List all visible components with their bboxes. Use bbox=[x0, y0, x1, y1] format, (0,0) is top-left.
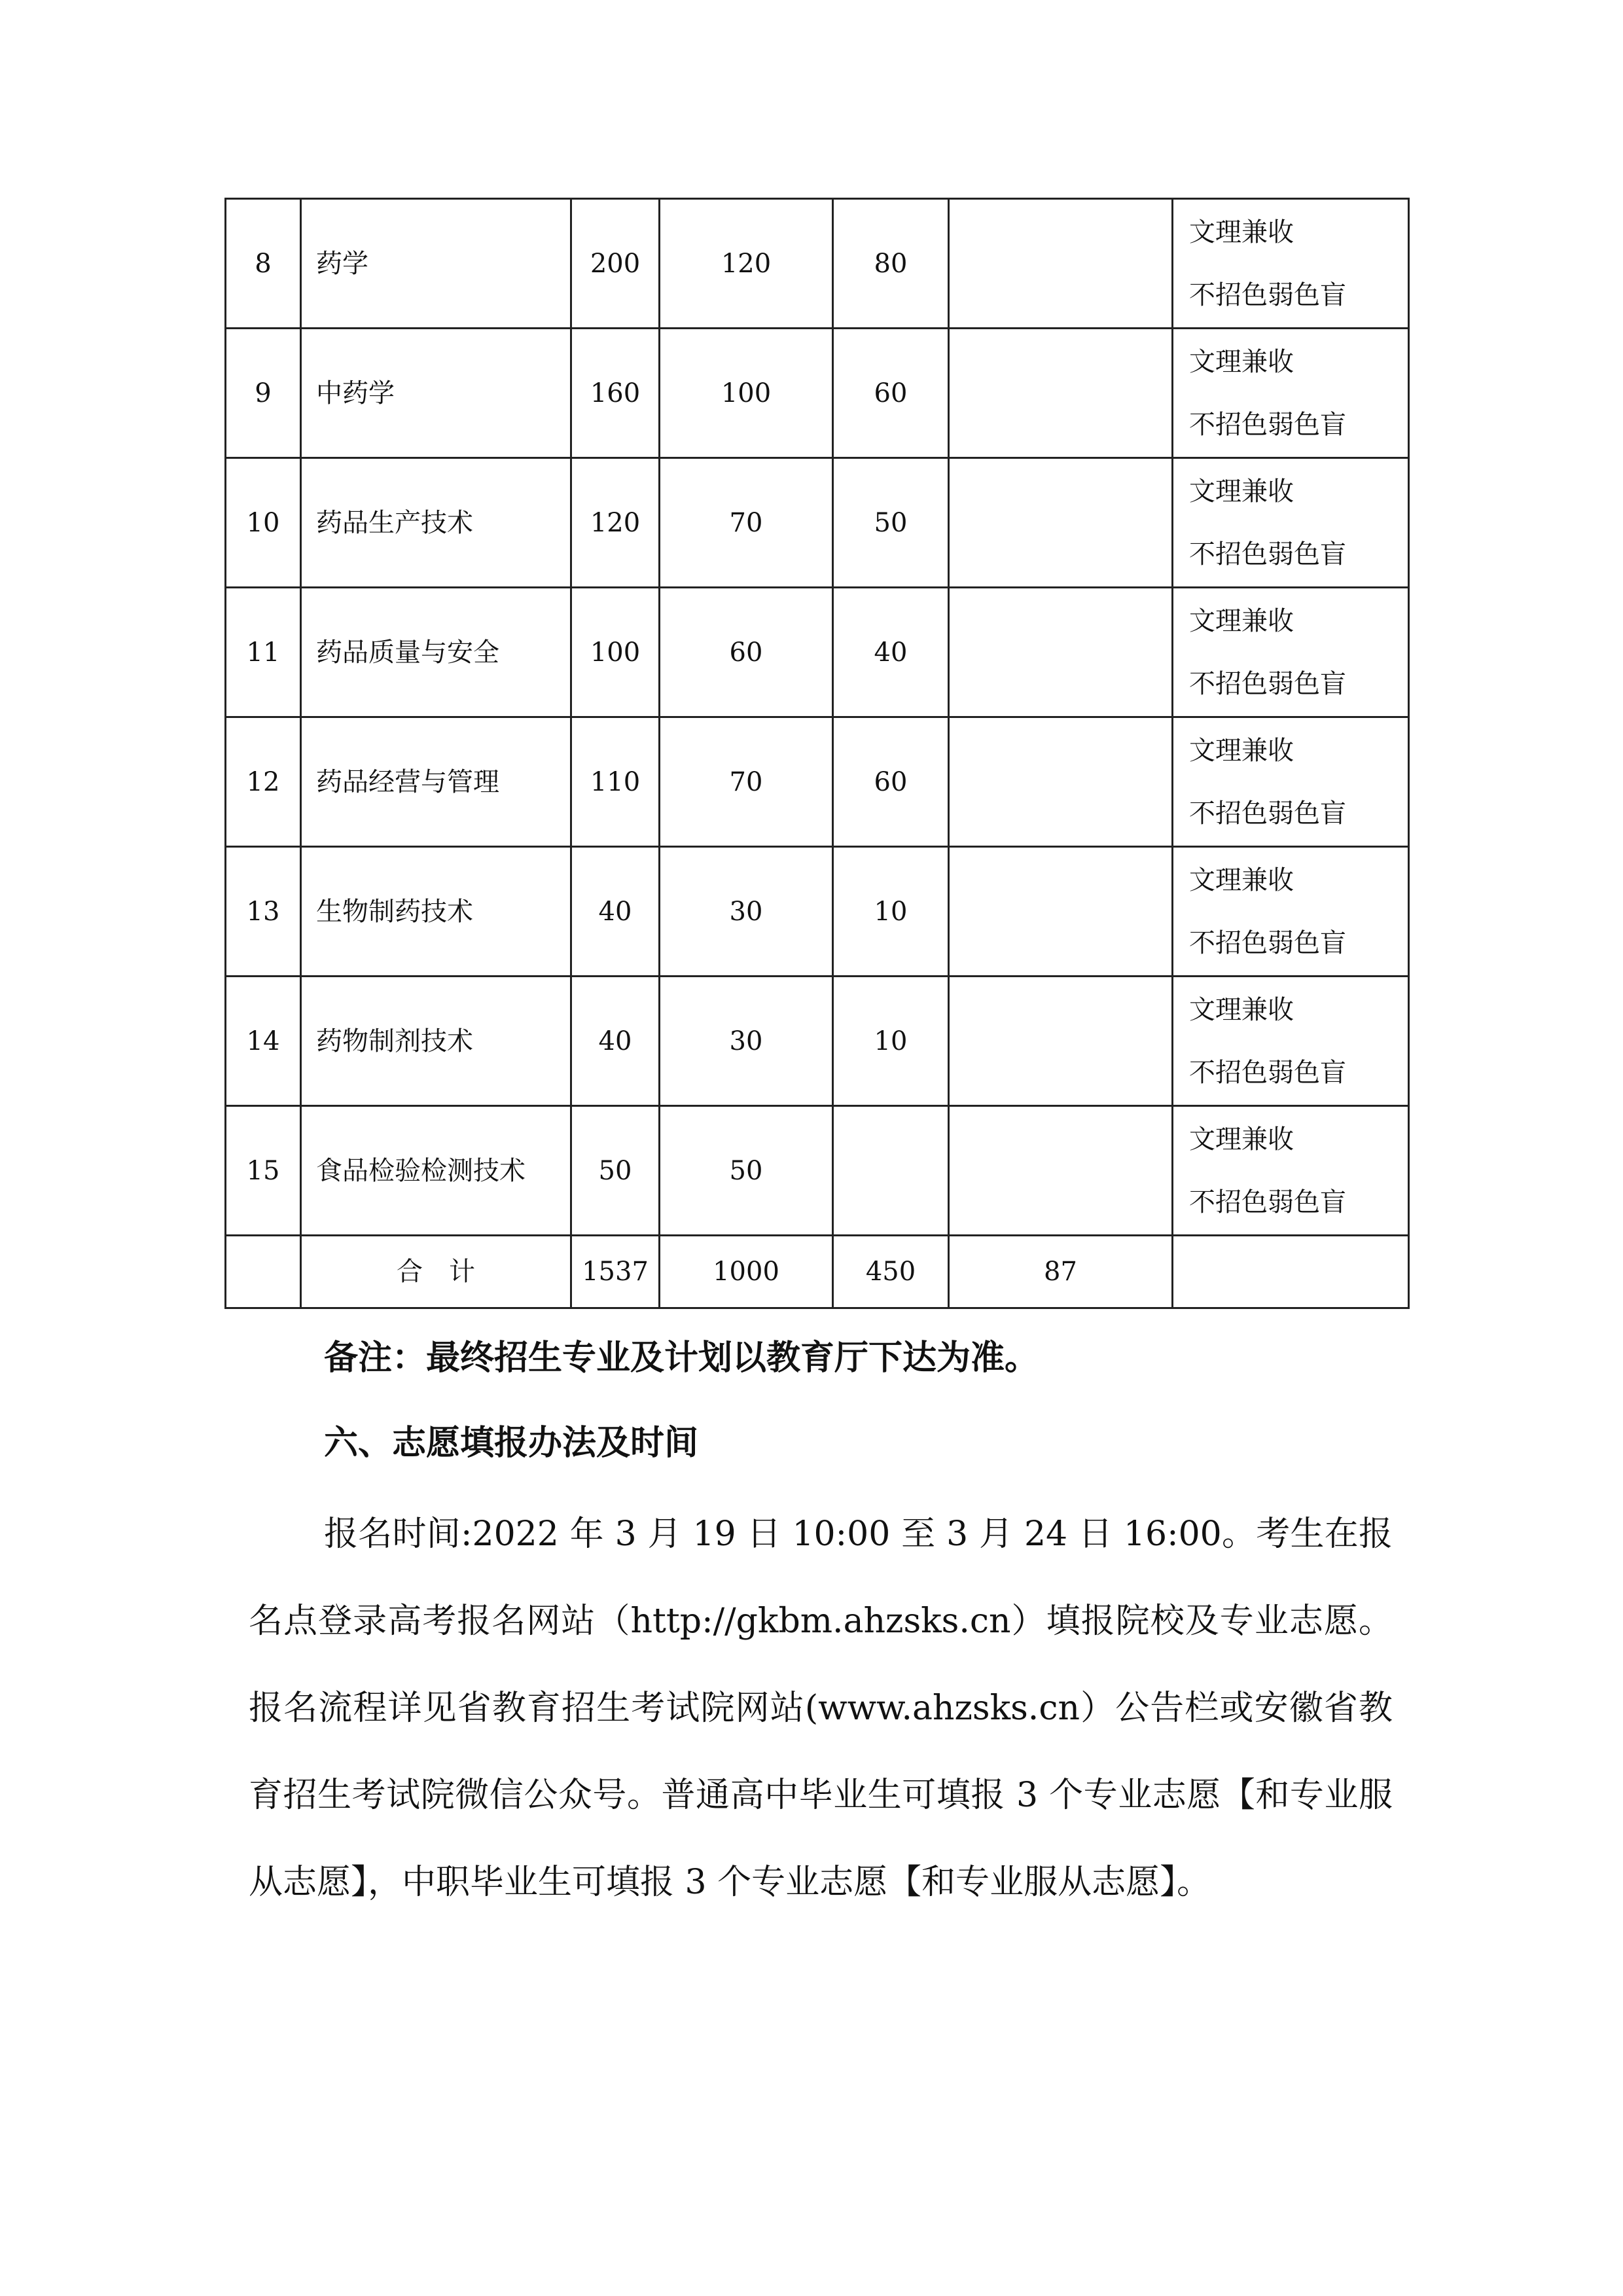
row-number-cell: 13 bbox=[226, 847, 301, 977]
row-number-cell: 11 bbox=[226, 588, 301, 717]
total-plan-cell: 100 bbox=[571, 588, 660, 717]
remark-line: 不招色弱色盲 bbox=[1189, 279, 1346, 310]
remark-line: 不招色弱色盲 bbox=[1189, 1187, 1346, 1217]
remark-line: 不招色弱色盲 bbox=[1189, 798, 1346, 829]
remark-line: 文理兼收 bbox=[1189, 865, 1294, 895]
row-number-cell: 10 bbox=[226, 458, 301, 588]
table-row bbox=[226, 588, 1409, 717]
major-name-cell: 药品质量与安全 bbox=[301, 588, 571, 717]
total-plan-cell: 120 bbox=[571, 458, 660, 588]
plan-col3-cell: 30 bbox=[660, 847, 833, 977]
row-number-cell: 14 bbox=[226, 977, 301, 1106]
summary-empty-cell bbox=[226, 1236, 301, 1308]
total-plan-cell: 200 bbox=[571, 199, 660, 329]
major-name-cell: 中药学 bbox=[301, 329, 571, 458]
remark-line: 不招色弱色盲 bbox=[1189, 668, 1346, 699]
summary-note-cell bbox=[1173, 1236, 1409, 1308]
remark-cell bbox=[1173, 588, 1409, 717]
major-name-cell: 生物制药技术 bbox=[301, 847, 571, 977]
row-number-cell: 12 bbox=[226, 717, 301, 847]
plan-col5-cell bbox=[949, 977, 1173, 1106]
plan-col5-cell bbox=[949, 329, 1173, 458]
remark-cell bbox=[1173, 847, 1409, 977]
remark-cell bbox=[1173, 1106, 1409, 1236]
summary-row bbox=[226, 1236, 1409, 1308]
row-number-cell: 9 bbox=[226, 329, 301, 458]
plan-col3-cell: 50 bbox=[660, 1106, 833, 1236]
total-plan-cell: 160 bbox=[571, 329, 660, 458]
remark-line: 不招色弱色盲 bbox=[1189, 539, 1346, 569]
plan-col4-cell: 10 bbox=[833, 847, 949, 977]
summary-col4-cell: 450 bbox=[833, 1236, 949, 1308]
remark-line: 文理兼收 bbox=[1189, 346, 1294, 377]
total-plan-cell: 40 bbox=[571, 977, 660, 1106]
plan-col3-cell: 60 bbox=[660, 588, 833, 717]
total-plan-cell: 50 bbox=[571, 1106, 660, 1236]
plan-col4-cell: 80 bbox=[833, 199, 949, 329]
table-row bbox=[226, 977, 1409, 1106]
plan-col3-cell: 70 bbox=[660, 458, 833, 588]
plan-col3-cell: 100 bbox=[660, 329, 833, 458]
major-name-cell: 药品经营与管理 bbox=[301, 717, 571, 847]
plan-col5-cell bbox=[949, 199, 1173, 329]
plan-col3-cell: 70 bbox=[660, 717, 833, 847]
major-name-cell: 药品生产技术 bbox=[301, 458, 571, 588]
plan-col4-cell: 10 bbox=[833, 977, 949, 1106]
row-number-cell: 8 bbox=[226, 199, 301, 329]
remark-cell bbox=[1173, 977, 1409, 1106]
body-paragraph: 报名时间:2022 年 3 月 19 日 10:00 至 3 月 24 日 16:00。考生在报名点登录高考报名网站（http://gkbm.ahzsks.cn）填报院校及专业志愿。报名流程详见省教育招生考试院网站(www.ahzsks.cn）公告栏或安徽省教育招生考试院微信公众号。普通高中毕业生可填报 3 个专业志愿【和专业服从志愿】，中职毕业生可填报 3 个专业志愿【和专业服从志愿】。 bbox=[249, 1515, 1393, 1902]
major-name-cell: 食品检验检测技术 bbox=[301, 1106, 571, 1236]
remark-cell bbox=[1173, 199, 1409, 329]
remark-line: 文理兼收 bbox=[1189, 605, 1294, 636]
plan-col5-cell bbox=[949, 717, 1173, 847]
enrollment-plan-table bbox=[224, 198, 1410, 1309]
plan-col5-cell bbox=[949, 1106, 1173, 1236]
plan-col5-cell bbox=[949, 588, 1173, 717]
total-plan-cell: 40 bbox=[571, 847, 660, 977]
remark-line: 不招色弱色盲 bbox=[1189, 409, 1346, 440]
major-name-cell: 药物制剂技术 bbox=[301, 977, 571, 1106]
summary-col5-cell: 87 bbox=[949, 1236, 1173, 1308]
plan-col5-cell bbox=[949, 458, 1173, 588]
table-row bbox=[226, 717, 1409, 847]
remark-line: 文理兼收 bbox=[1189, 994, 1294, 1025]
remark-line: 文理兼收 bbox=[1189, 1124, 1294, 1155]
table-row bbox=[226, 1106, 1409, 1236]
table-row bbox=[226, 329, 1409, 458]
section-heading: 六、志愿填报办法及时间 bbox=[324, 1423, 699, 1463]
plan-col4-cell bbox=[833, 1106, 949, 1236]
remark-line: 不招色弱色盲 bbox=[1189, 1057, 1346, 1088]
table-row bbox=[226, 847, 1409, 977]
table-body bbox=[226, 199, 1409, 1308]
plan-col4-cell: 40 bbox=[833, 588, 949, 717]
plan-col4-cell: 50 bbox=[833, 458, 949, 588]
row-number-cell: 15 bbox=[226, 1106, 301, 1236]
remark-cell bbox=[1173, 458, 1409, 588]
remark-cell bbox=[1173, 717, 1409, 847]
major-name-cell: 药学 bbox=[301, 199, 571, 329]
table-row bbox=[226, 458, 1409, 588]
summary-label-cell: 合 计 bbox=[301, 1236, 571, 1308]
remark-line: 文理兼收 bbox=[1189, 476, 1294, 507]
table-row bbox=[226, 199, 1409, 329]
plan-col4-cell: 60 bbox=[833, 717, 949, 847]
summary-total-cell: 1537 bbox=[571, 1236, 660, 1308]
remark-note: 备注：最终招生专业及计划以教育厅下达为准。 bbox=[324, 1338, 1039, 1378]
remark-line: 不招色弱色盲 bbox=[1189, 927, 1346, 958]
plan-col3-cell: 30 bbox=[660, 977, 833, 1106]
remark-line: 文理兼收 bbox=[1189, 217, 1294, 247]
plan-col5-cell bbox=[949, 847, 1173, 977]
summary-col3-cell: 1000 bbox=[660, 1236, 833, 1308]
total-plan-cell: 110 bbox=[571, 717, 660, 847]
plan-col4-cell: 60 bbox=[833, 329, 949, 458]
remark-line: 文理兼收 bbox=[1189, 735, 1294, 766]
plan-col3-cell: 120 bbox=[660, 199, 833, 329]
remark-cell bbox=[1173, 329, 1409, 458]
